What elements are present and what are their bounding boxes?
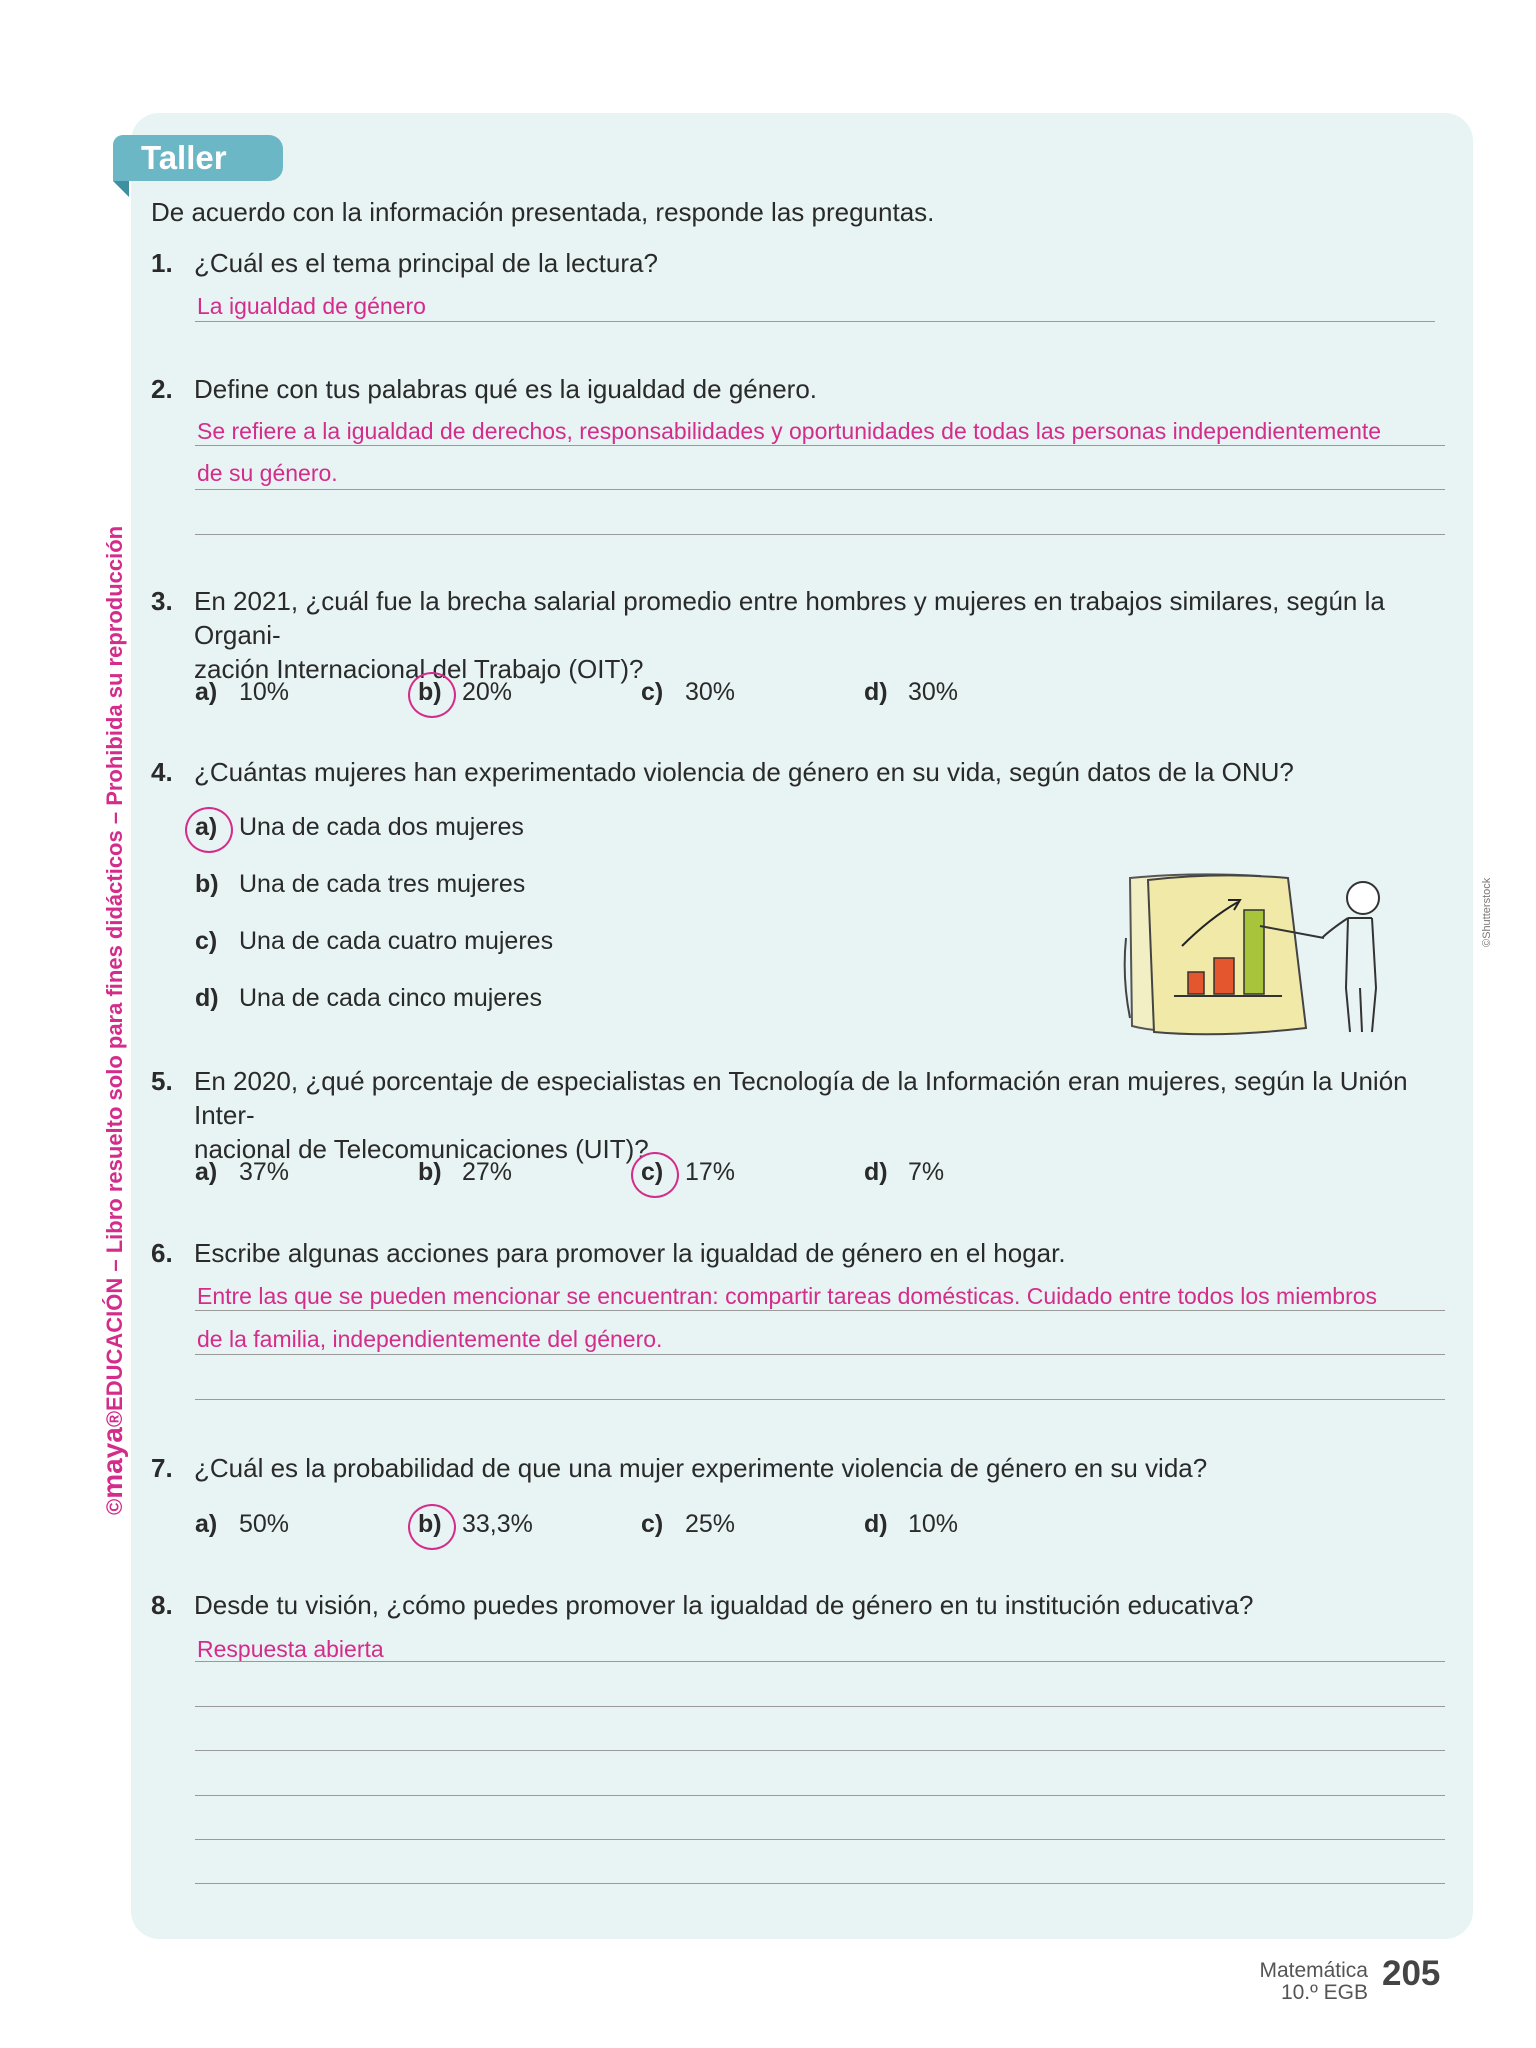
paper-curl (1125, 938, 1130, 1018)
chart-bar-tall (1244, 910, 1264, 994)
question-text: Define con tus palabras qué es la igualdad de género. (194, 374, 817, 404)
question-text: En 2020, ¿qué porcentaje de especialistas en Tecnología de la Información eran mujeres, según la Unión Inter- (194, 1066, 1408, 1130)
question-number: 4. (151, 757, 173, 787)
option[interactable]: a) 50% (195, 1510, 290, 1538)
question-text: ¿Cuántas mujeres han experimentado violencia de género en su vida, según datos de la ONU? (194, 757, 1294, 787)
answer-line-text: de su género. (197, 460, 338, 486)
question-text: ¿Cuál es la probabilidad de que una mujer experimente violencia de género en su vida? (194, 1453, 1208, 1483)
question-number: 3. (151, 586, 173, 616)
question-2 (151, 372, 1451, 406)
answer-line-text: Respuesta abierta (197, 1636, 384, 1662)
footer-subject: Matemática 10.º EGB (1259, 1959, 1368, 2004)
question-5 (151, 1064, 1451, 1166)
question-text: Desde tu visión, ¿cómo puedes promover la igualdad de género en tu institución educativa? (194, 1590, 1254, 1620)
option[interactable]: d) 10% (864, 1510, 959, 1538)
answer-line (195, 1883, 1445, 1884)
option[interactable]: b) 27% (418, 1158, 513, 1186)
option-selected[interactable]: b) 20% (418, 678, 512, 707)
answer-line-text: La igualdad de género (197, 293, 426, 319)
option[interactable]: c) 25% (641, 1510, 736, 1538)
answer-line-text: Se refiere a la igualdad de derechos, responsabilidades y oportunidades de todas las personas independientemente (197, 418, 1382, 444)
question-text: ¿Cuál es el tema principal de la lectura? (194, 248, 658, 278)
answer-line (195, 534, 1445, 535)
intro-text: De acuerdo con la información presentada, responde las preguntas. (151, 197, 935, 227)
page-number: 205 (1382, 1954, 1441, 1993)
answer-line-text: Entre las que se pueden mencionar se encuentran: compartir tareas domésticas. Cuidado entre todos los miembros (197, 1283, 1378, 1309)
answer-line (195, 1399, 1445, 1400)
taller-tab: Taller (113, 135, 283, 181)
option[interactable]: d) 7% (864, 1158, 945, 1186)
question-text-cont: zación Internacional del Trabajo (OIT)? (194, 654, 644, 684)
selection-circle (185, 807, 233, 853)
answer-line (195, 489, 1445, 490)
question-number: 2. (151, 374, 173, 404)
image-credit: ©Shutterstock (1481, 877, 1493, 947)
option[interactable]: d) 30% (864, 678, 959, 706)
question-4 (151, 755, 1451, 789)
question-text-cont: nacional de Telecomunicaciones (UIT)? (194, 1134, 649, 1164)
question-number: 6. (151, 1238, 173, 1268)
question-number: 1. (151, 248, 173, 278)
answer-line (195, 1661, 1445, 1662)
option[interactable]: d) Una de cada cinco mujeres (195, 984, 542, 1012)
answer-line (195, 1750, 1445, 1751)
option[interactable]: c) 30% (641, 678, 736, 706)
question-text: Escribe algunas acciones para promover la igualdad de género en el hogar. (194, 1238, 1066, 1268)
answer-line (195, 1310, 1445, 1311)
question-text: En 2021, ¿cuál fue la brecha salarial promedio entre hombres y mujeres en trabajos similares, según la Organi- (194, 586, 1385, 650)
option-selected[interactable]: a) Una de cada dos mujeres (195, 813, 524, 842)
tab-fold (113, 181, 129, 197)
question-number: 7. (151, 1453, 173, 1483)
option-selected[interactable]: b) 33,3% (418, 1510, 533, 1539)
option[interactable]: a) 10% (195, 678, 290, 706)
question-6 (151, 1236, 1451, 1270)
answer-line (195, 1795, 1445, 1796)
option[interactable]: a) 37% (195, 1158, 290, 1186)
question-number: 5. (151, 1066, 173, 1096)
answer-line (195, 321, 1435, 322)
person-body (1322, 918, 1376, 1032)
answer-line-text: de la familia, independientemente del género. (197, 1326, 663, 1352)
answer-line (195, 1706, 1445, 1707)
answer-line (195, 1839, 1445, 1840)
answer-line (195, 1354, 1445, 1355)
paper-front (1148, 875, 1306, 1034)
chart-bar-medium (1214, 958, 1234, 994)
copyright-sidebar: ©maya®EDUCACIÓN – Libro resuelto solo para fines didácticos – Prohibida su reproducción (97, 525, 128, 1515)
person-head (1347, 882, 1379, 914)
person-legs (1360, 988, 1362, 1032)
answer-line (195, 445, 1445, 446)
question-8 (151, 1588, 1451, 1622)
option[interactable]: c) Una de cada cuatro mujeres (195, 927, 554, 955)
selection-circle (408, 1504, 456, 1550)
brand-logo: maya (97, 1427, 128, 1499)
chart-bar-small (1188, 972, 1204, 994)
presentation-illustration (1110, 868, 1400, 1040)
question-number: 8. (151, 1590, 173, 1620)
selection-circle (631, 1152, 679, 1198)
option-selected[interactable]: c) 17% (641, 1158, 735, 1187)
question-1 (151, 246, 1451, 280)
question-3 (151, 584, 1451, 686)
selection-circle (408, 672, 456, 718)
question-7 (151, 1451, 1451, 1485)
option[interactable]: b) Una de cada tres mujeres (195, 870, 526, 898)
